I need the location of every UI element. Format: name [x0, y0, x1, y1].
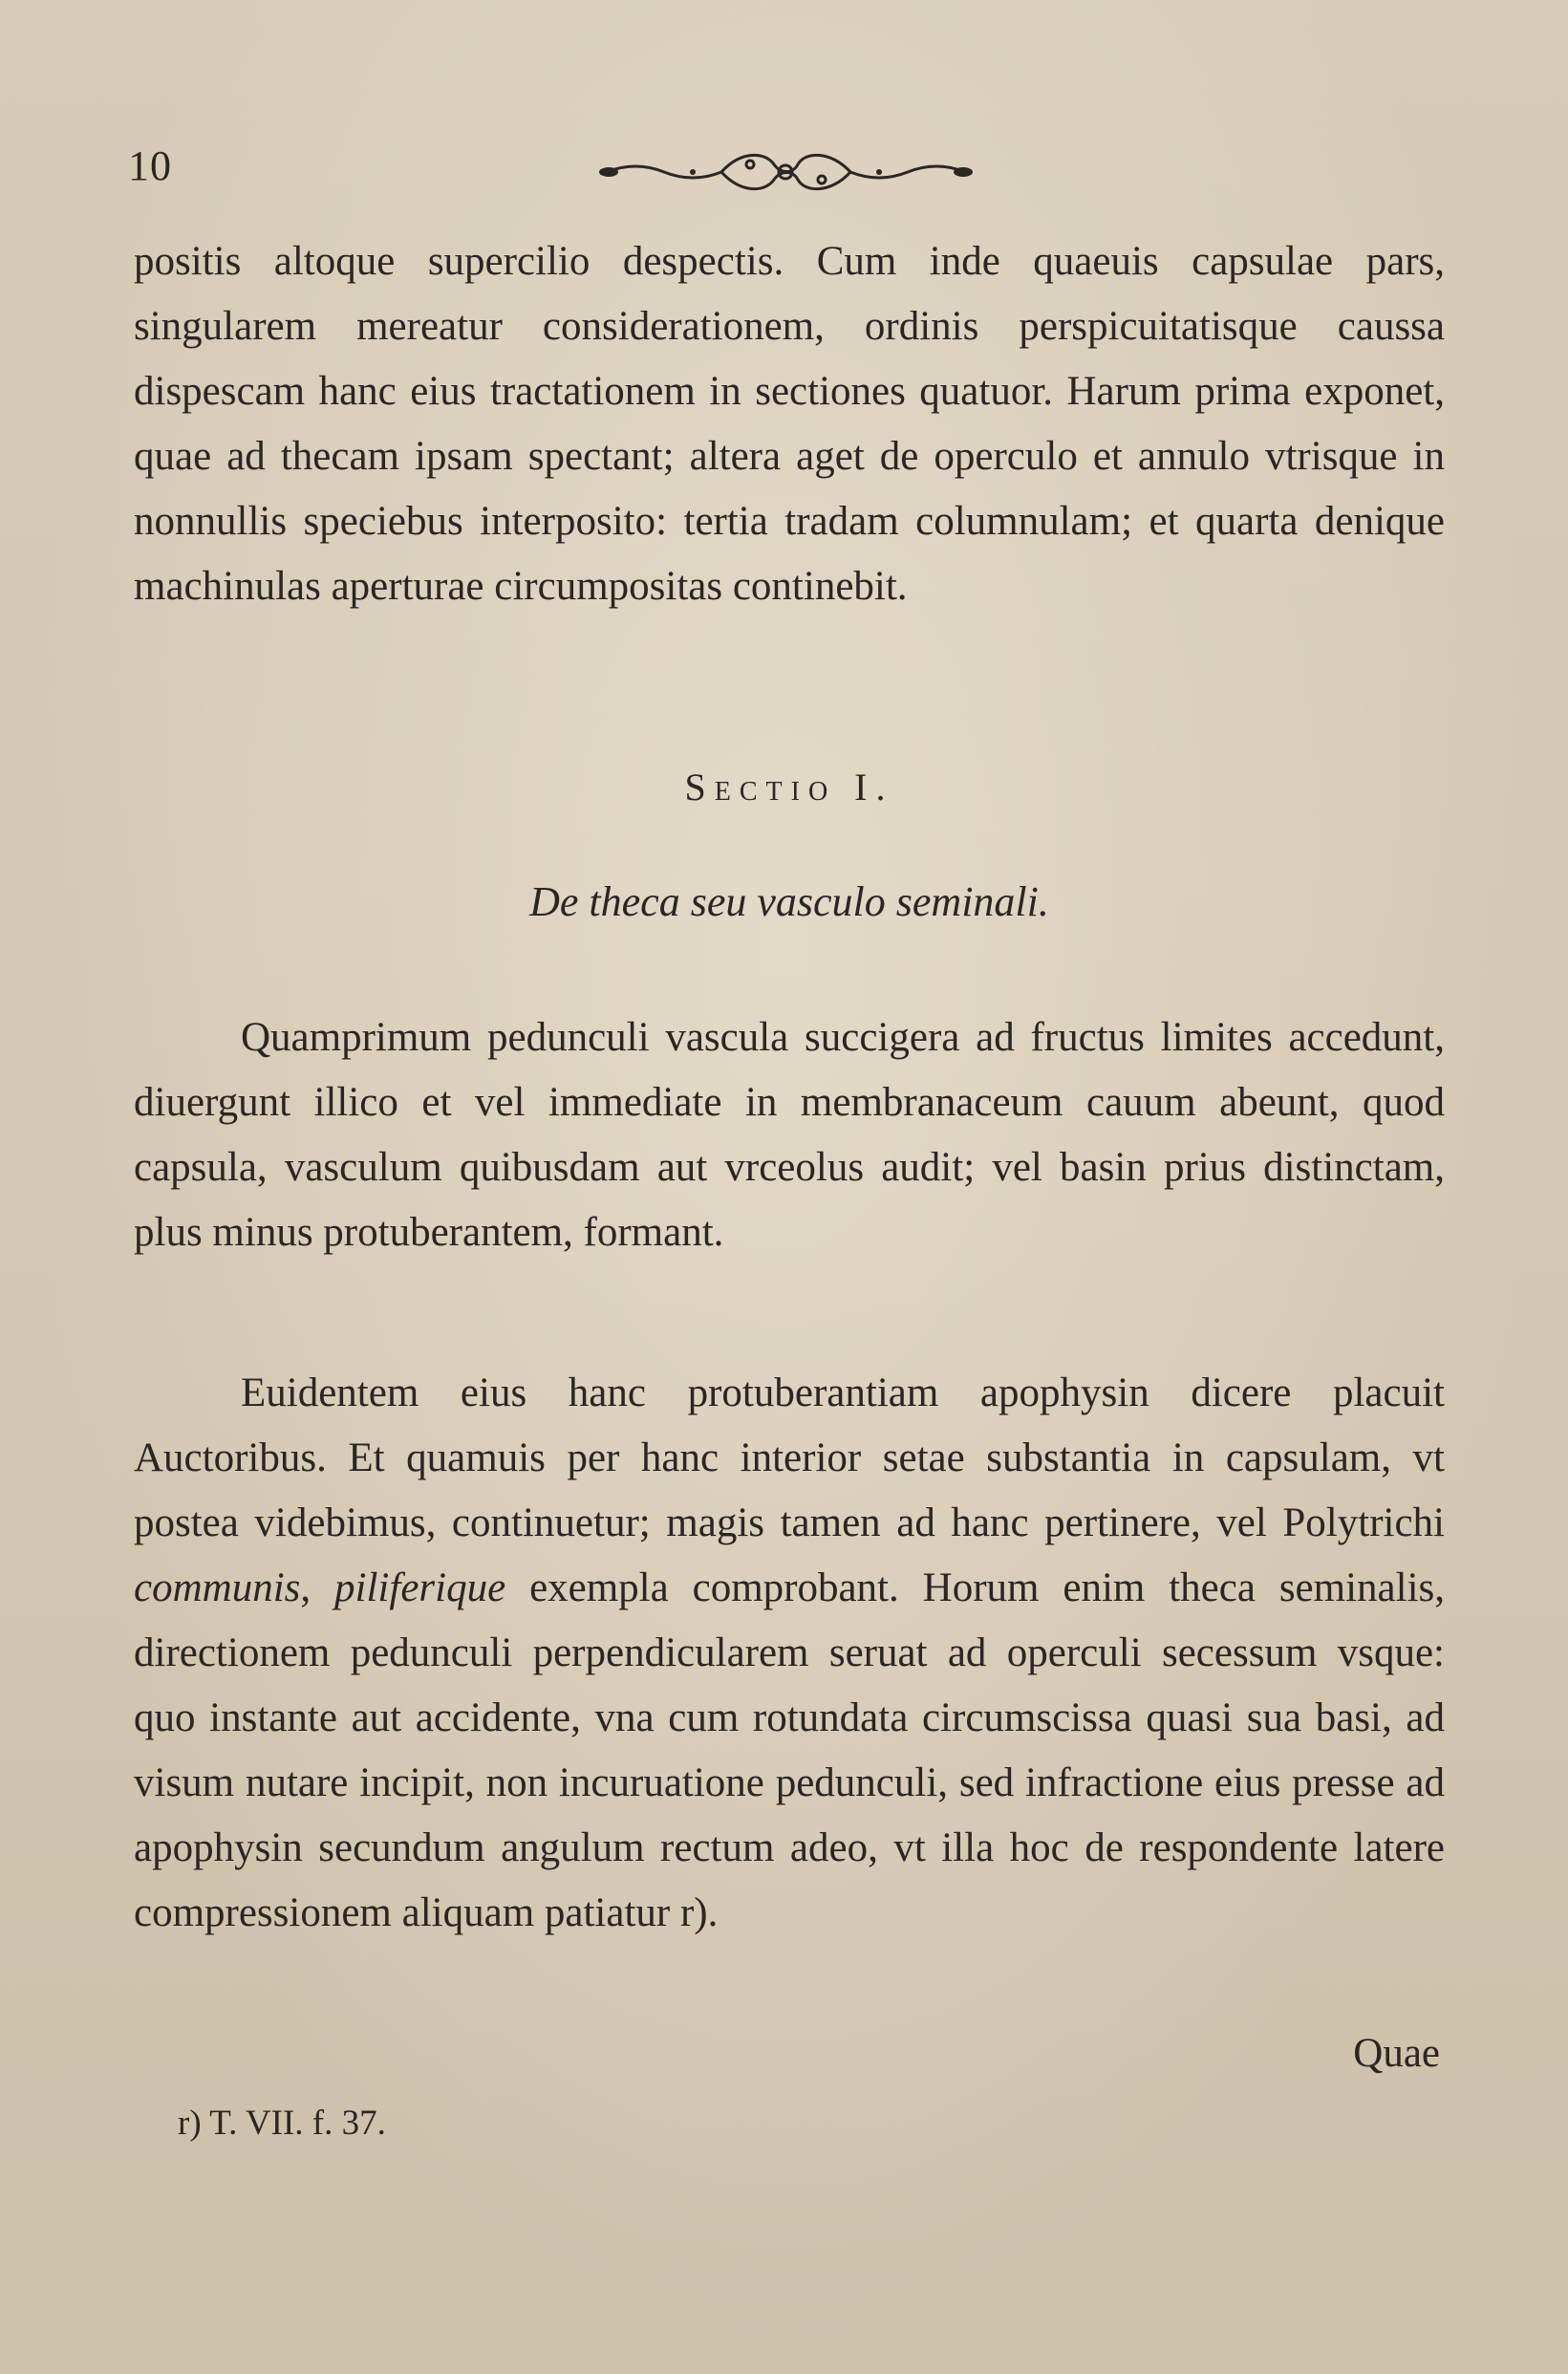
section-subtitle: De theca seu vasculo seminali.: [529, 878, 1049, 925]
italic-term-piliferique: piliferique: [334, 1565, 506, 1610]
catchword: Quae: [1353, 2031, 1440, 2076]
intro-paragraph: positis altoque supercilio despectis. Cum inde quaeuis capsulae pars, singularem mereatur considerationem, ordinis perspicuitatisque caussa dispescam hanc eius tractationem in sectiones quatuor. Harum prima exponet, quae ad thecam ipsam spectant; altera aget de operculo et annulo vtrisque in nonnullis speciebus interposito: tertia tradam columnulam; et quarta denique machinulas aperturae circumpositas continebit.: [134, 239, 1445, 609]
decorative-ornament-icon: [597, 143, 975, 201]
page-number: 10: [128, 142, 172, 189]
paragraph-2-text-c: exempla comprobant. Horum enim theca seminalis, directionem pedunculi perpendicularem seruat ad operculi secessum vsque: quo instante aut accidente, vna cum rotundata circumscissa quasi sua basi, ad visum nutare incipit, non incuruatione pedunculi, sed infractione eius presse ad apophysin secundum angulum rectum adeo, vt illa hoc de respondente latere compressionem aliquam patiatur r).: [134, 1565, 1446, 1935]
paragraph-2-text-b: ,: [300, 1565, 335, 1610]
footnote: r) T. VII. f. 37.: [178, 2104, 386, 2143]
paragraph-1: Quamprimum pedunculi vascula succigera ad fructus limites accedunt, diuergunt illico et vel immediate in membranaceum cauum abeunt, quod capsula, vasculum quibusdam aut vrceolus audit; vel basin prius distinctam, plus minus protuberantem, formant.: [134, 1015, 1445, 1255]
section-heading: Sectio I.: [684, 766, 894, 809]
italic-term-communis: communis: [134, 1565, 301, 1610]
paragraph-2-text-a: Euidentem eius hanc protuberantiam apophysin dicere placuit Auctoribus. Et quamuis per hanc interior setae substantia in capsulam, vt postea videbimus, continuetur; magis tamen ad hanc pertinere, vel Polytrichi: [134, 1370, 1445, 1545]
paragraph-2: [134, 1361, 1445, 1946]
